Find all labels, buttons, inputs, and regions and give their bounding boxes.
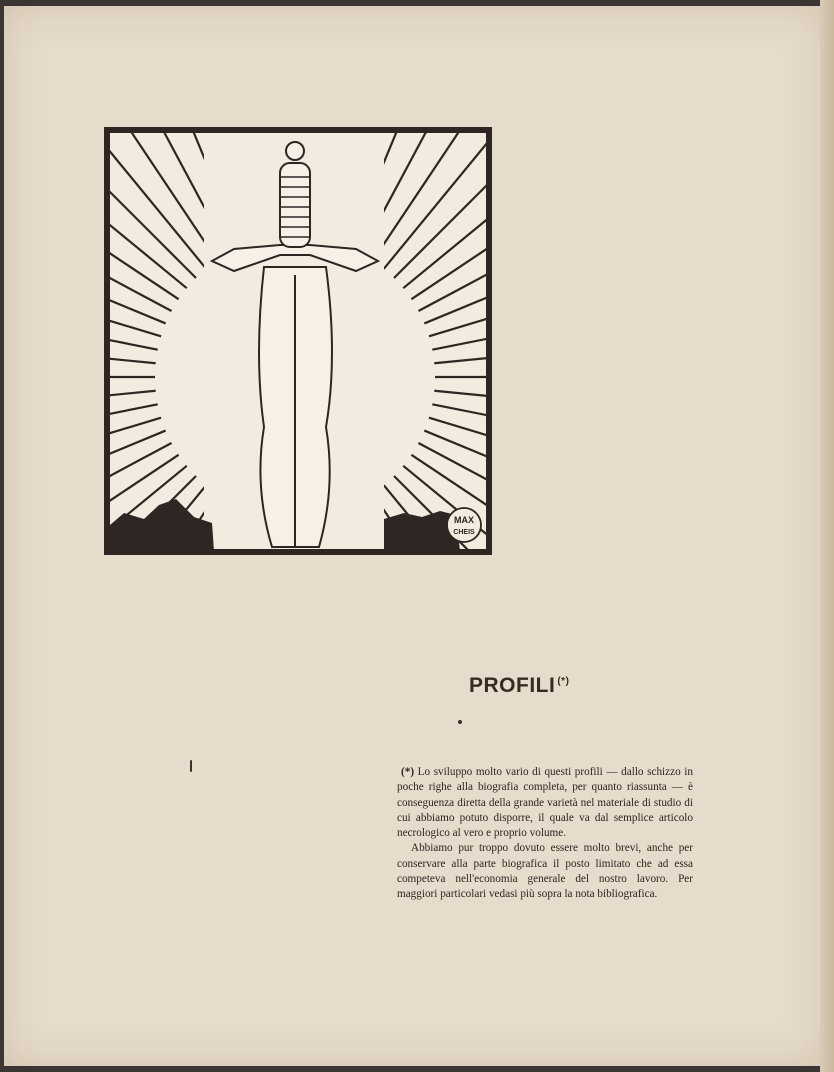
- monogram-bottom: CHEIS: [453, 529, 475, 536]
- sword-woodcut-illustration: [104, 127, 492, 555]
- ink-speck: [190, 760, 192, 772]
- footnote: [397, 765, 693, 903]
- ink-speck: [458, 720, 462, 724]
- footnote-marker: (*): [401, 766, 415, 778]
- footnote-paragraph-2: [397, 841, 693, 902]
- footnote-text-2: Abbiamo pur troppo dovuto essere molto brevi, anche per conservare alla parte biografica il posto limitato che ad essa competeva nell'economia generale del nostro lavoro. Per maggiori particolari vedasi più sopra la nota bibliografica.: [397, 842, 693, 901]
- title-footnote-marker: (*): [557, 676, 570, 687]
- footnote-text-1: Lo sviluppo molto vario di questi profili — dallo schizzo in poche righe alla biografia completa, per quanto riassunta — è conseguenza diretta della grande varietà nel materiale di studio di cui abbiamo potuto disporre, il quale va dal semplice articolo necrologico al vero e proprio volume.: [397, 766, 693, 840]
- footnote-paragraph-1: [397, 765, 693, 841]
- section-title: [469, 674, 569, 698]
- title-text: PROFILI: [469, 674, 556, 697]
- page-edge: [820, 0, 834, 1072]
- monogram-top: MAX: [454, 515, 474, 525]
